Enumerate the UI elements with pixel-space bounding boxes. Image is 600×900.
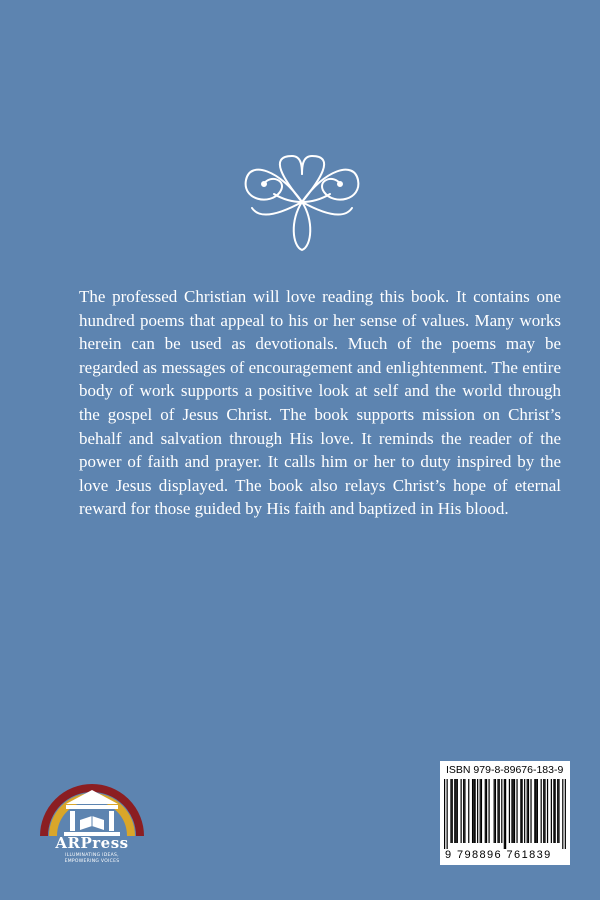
flourish-ornament-icon: [240, 150, 364, 256]
publisher-tagline-line-1: ILLUMINATING IDEAS,: [65, 853, 119, 858]
publisher-tagline: [36, 853, 148, 864]
isbn-barcode: [440, 761, 570, 865]
publisher-tagline-line-2: EMPOWERING VOICES: [64, 858, 120, 864]
publisher-name: ARPress: [55, 834, 129, 852]
back-cover-blurb: The professed Christian will love reading this book. It contains one hundred poems that appeal to his or her sense of values. Many works herein can be used as devotionals. Much of the poems may be regarded as messages of encouragement and enlightenment. The entire body of work supports a positive look at self and the world through the gospel of Jesus Christ. The book supports mission on Christ’s behalf and salvation through His love. It reminds the reader of the power of faith and prayer. It calls him or her to duty inspired by the love Jesus displayed. The book also relays Christ’s hope of eternal reward for those guided by His faith and baptized in His blood.: [79, 287, 561, 519]
isbn-label: ISBN 979-8-89676-183-9: [446, 764, 564, 776]
barcode-digits: 9 798896 761839: [445, 849, 552, 861]
barcode-icon: [444, 779, 566, 849]
